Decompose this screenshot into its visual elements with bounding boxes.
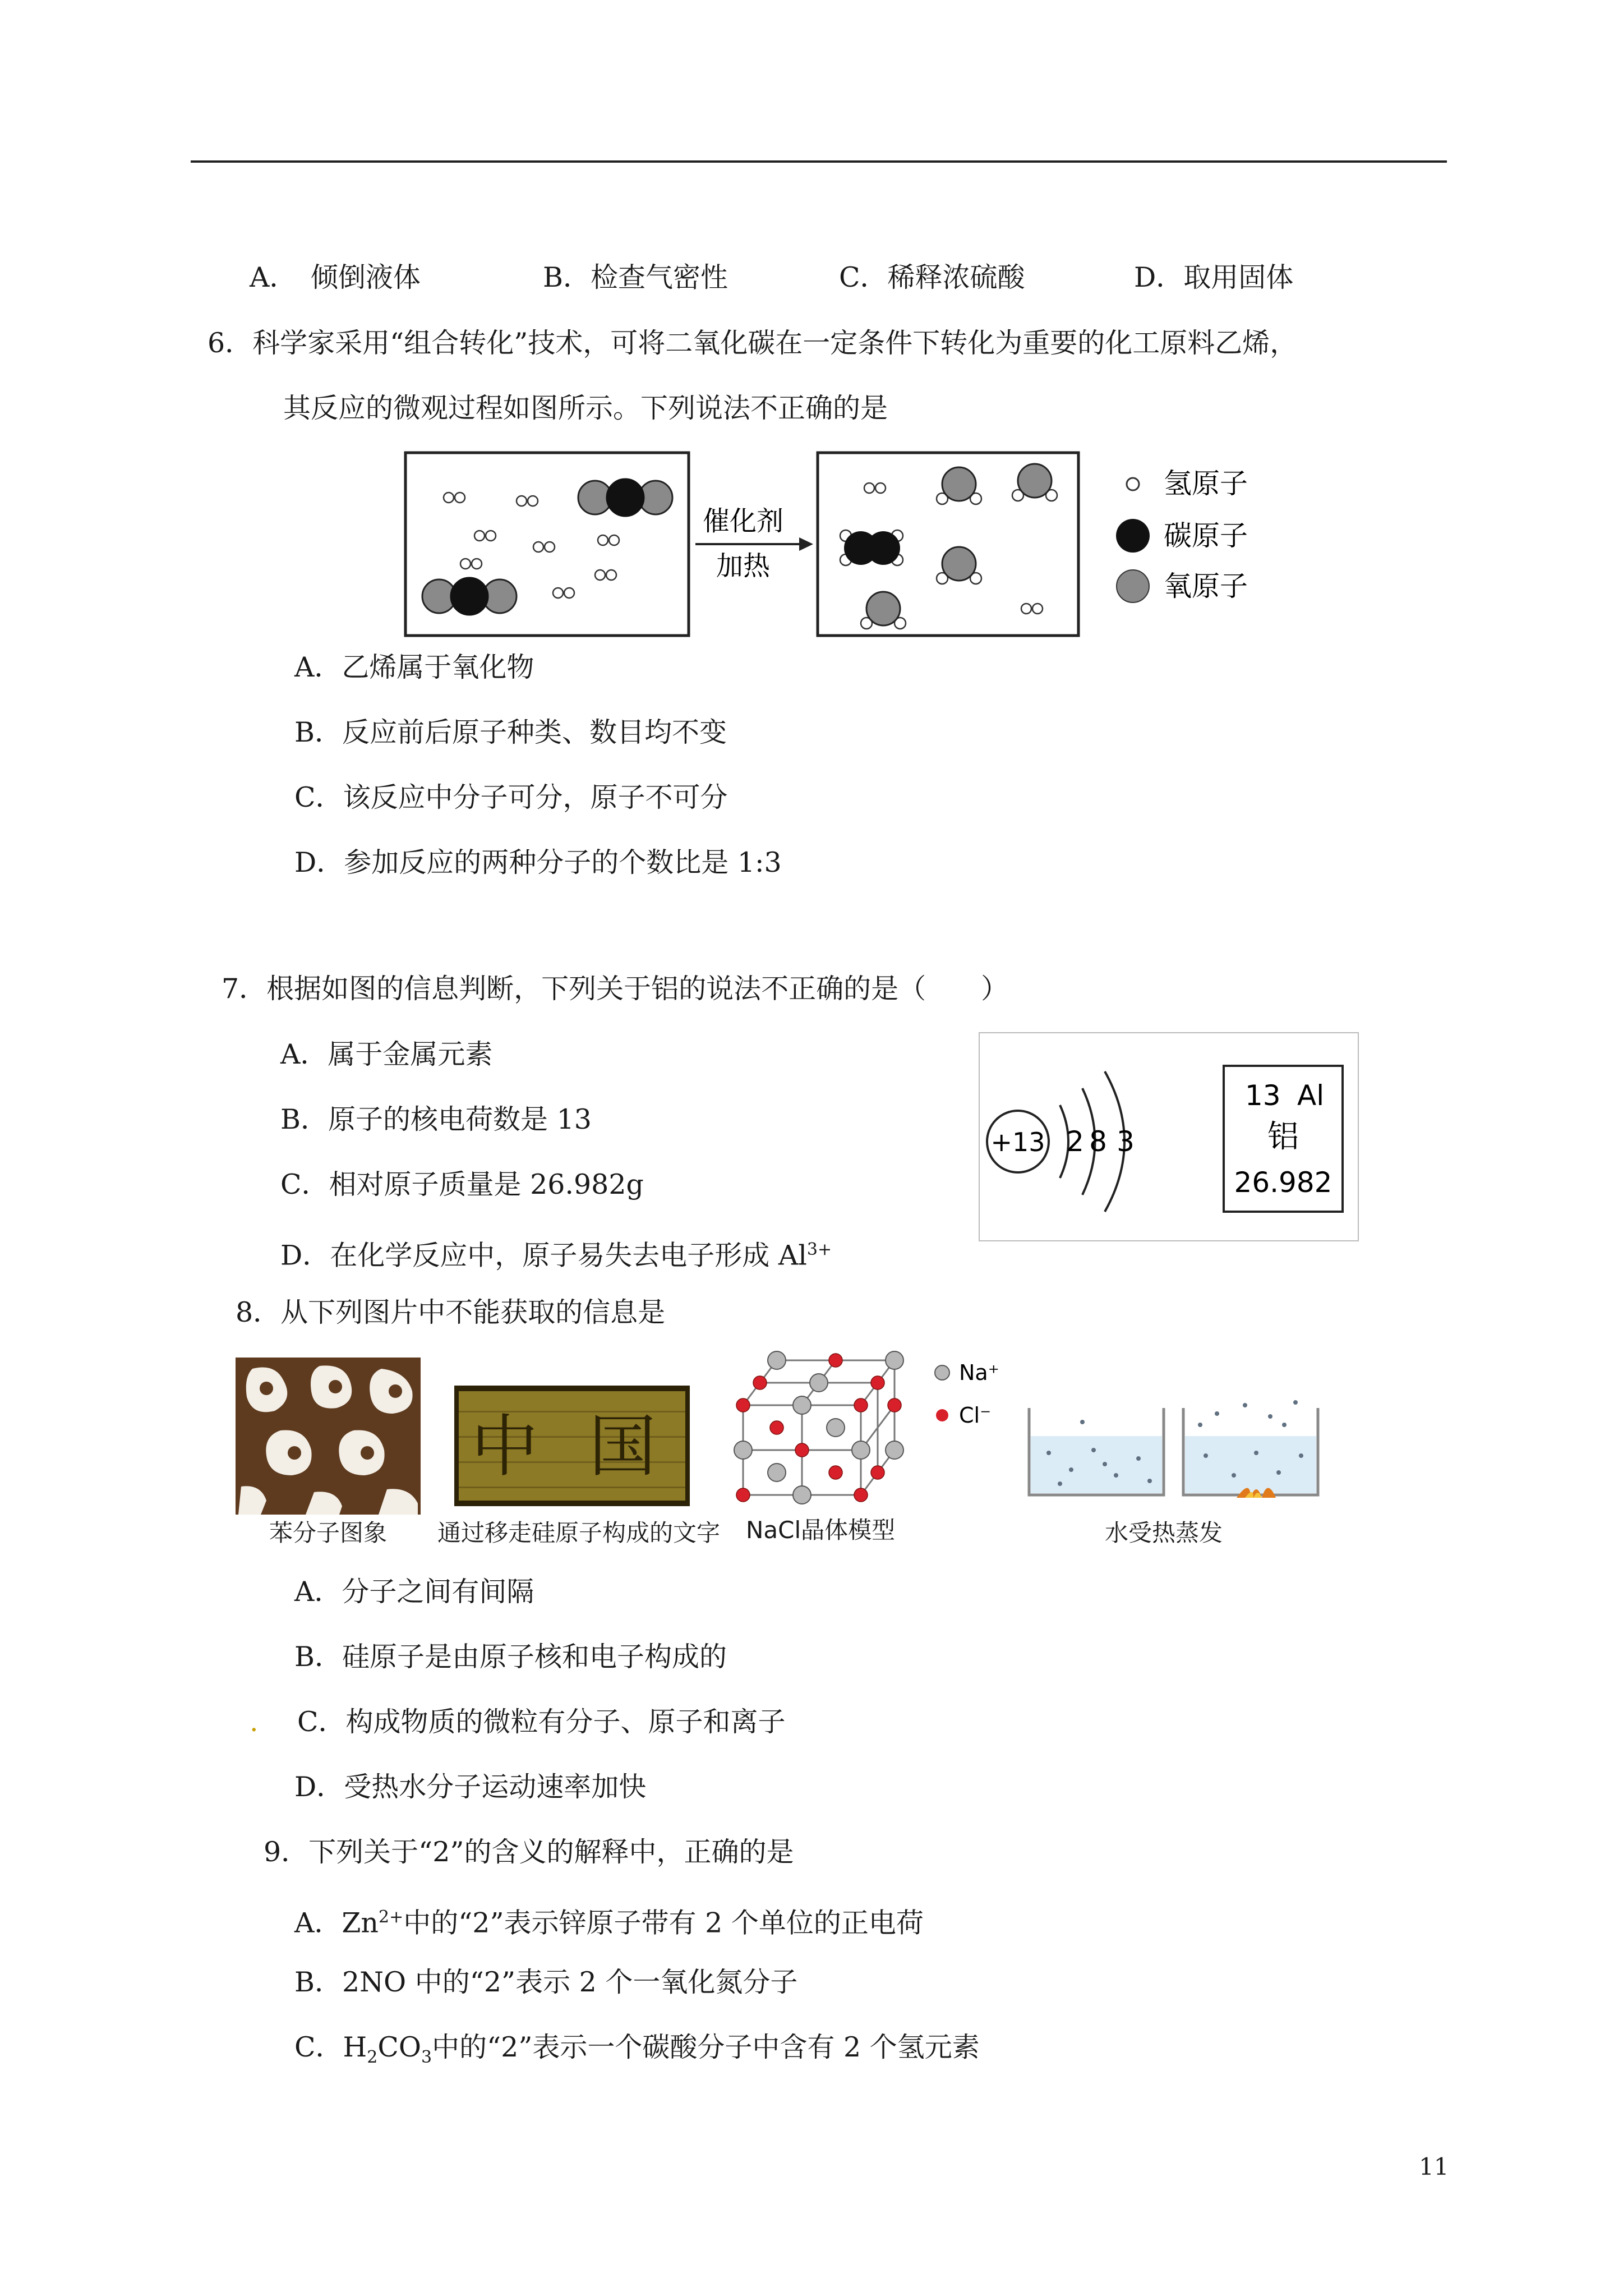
element-symbol: Al	[1297, 1079, 1325, 1112]
carbon-legend-icon	[1116, 519, 1150, 553]
q6-stem-line1: 6．科学家采用“组合转化”技术，可将二氧化碳在一定条件下转化为重要的化工原料乙烯，	[208, 327, 1298, 359]
nucleus-charge: +13	[990, 1127, 1045, 1157]
oxygen-legend-icon	[1117, 570, 1149, 602]
silicon-atom-text-image	[454, 1386, 690, 1506]
nacl-crystal-model	[732, 1343, 1012, 1512]
q8-option-d: D．受热水分子运动速率加快	[294, 1771, 647, 1803]
shell-3-count: 3	[1117, 1125, 1135, 1158]
caption-silicon: 通过移走硅原子构成的文字	[437, 1519, 721, 1547]
q9-option-b: B．2NO 中的“2”表示 2 个一氧化氮分子	[294, 1966, 798, 1998]
hydrogen-legend-icon	[1127, 478, 1139, 490]
q6-option-b: B．反应前后原子种类、数目均不变	[294, 716, 727, 748]
arrow	[695, 537, 813, 551]
na-legend-label: Na⁺	[959, 1360, 999, 1385]
chip-char-2: 国	[589, 1408, 656, 1486]
caption-water: 水受热蒸发	[1105, 1519, 1223, 1547]
q8-stem: 8．从下列图片中不能获取的信息是	[236, 1296, 666, 1328]
q5-option-c: C．稀释浓硫酸	[839, 261, 1025, 293]
page-number: 11	[1419, 2153, 1449, 2180]
arrow-label-catalyst: 催化剂	[702, 505, 784, 537]
caption-nacl: NaCl晶体模型	[746, 1516, 896, 1544]
q9-option-c: C．$H_2CO_3$中的“2”表示一个碳酸分子中含有 2 个氢元素	[294, 2031, 980, 2067]
q8-option-c: C．构成物质的微粒有分子、原子和离子	[297, 1706, 786, 1738]
legend	[1116, 467, 1248, 602]
ethylene-molecule	[840, 530, 903, 565]
water-evaporation-figure	[1021, 1391, 1329, 1515]
na-ion-legend-icon	[935, 1365, 949, 1380]
q5-option-a: A． 倾倒液体	[250, 261, 421, 293]
q5-option-b: B．检查气密性	[543, 261, 728, 293]
benzene-image	[236, 1358, 421, 1515]
q5-option-d: D．取用固体	[1134, 261, 1294, 293]
header-rule	[191, 160, 1447, 163]
caption-benzene: 苯分子图象	[269, 1519, 388, 1547]
q8-option-b: B．硅原子是由原子核和电子构成的	[294, 1641, 727, 1673]
q6-stem-line2: 其反应的微观过程如图所示。下列说法不正确的是	[283, 392, 888, 424]
shell-2-count: 8	[1089, 1125, 1107, 1158]
svg-text:氢原子: 氢原子	[1164, 467, 1248, 500]
cl-ion-legend-icon	[936, 1409, 948, 1421]
stray-dot: .	[250, 1706, 259, 1738]
aluminium-structure-figure	[979, 1032, 1360, 1243]
shell-1-count: 2	[1066, 1125, 1084, 1158]
q7-stem: 7．根据如图的信息判断，下列关于铝的说法不正确的是（ ）	[222, 973, 1009, 1005]
svg-text:氧原子: 氧原子	[1164, 570, 1248, 602]
svg-text:碳原子: 碳原子	[1164, 519, 1248, 552]
q9-stem: 9．下列关于“2”的含义的解释中，正确的是	[264, 1836, 794, 1868]
reaction-micro-diagram	[404, 446, 1256, 639]
arrow-label-heat: 加热	[716, 550, 771, 582]
atomic-mass: 26.982	[1234, 1166, 1332, 1199]
q6-option-d: D．参加反应的两种分子的个数比是 1:3	[294, 846, 782, 878]
q8-option-a: A．分子之间有间隔	[294, 1576, 534, 1608]
chip-char-1: 中	[471, 1408, 538, 1486]
atomic-number: 13	[1245, 1079, 1281, 1112]
element-name: 铝	[1267, 1119, 1299, 1155]
q7-option-b: B．原子的核电荷数是 13	[280, 1103, 592, 1135]
q6-option-a: A．乙烯属于氧化物	[294, 651, 534, 683]
q7-option-c: C．相对原子质量是 26.982g	[280, 1168, 644, 1200]
q6-option-c: C．该反应中分子可分，原子不可分	[294, 781, 728, 813]
q9-option-a: A．$Zn^{2+}$中的“2”表示锌原子带有 2 个单位的正电荷	[294, 1907, 924, 1939]
cl-legend-label: Cl⁻	[959, 1403, 992, 1428]
q7-option-a: A．属于金属元素	[280, 1038, 493, 1070]
q7-option-d: D．在化学反应中，原子易失去电子形成 $Al^{3+}$	[280, 1239, 832, 1272]
